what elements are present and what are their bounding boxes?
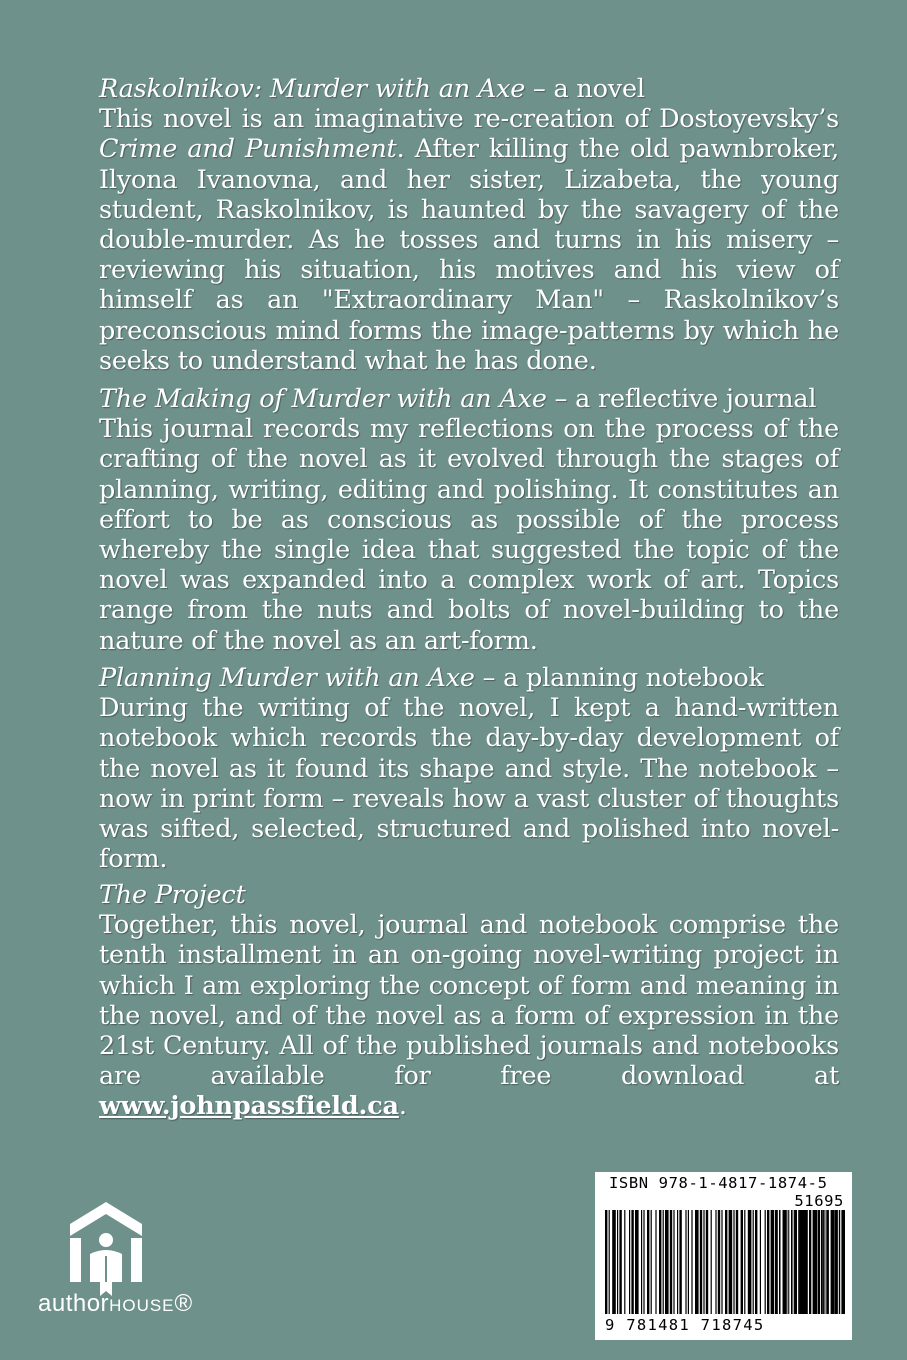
section-heading (99, 663, 839, 693)
barcode-bar (643, 1210, 644, 1314)
barcode-bar (629, 1210, 630, 1314)
section-subtitle: – a reflective journal (546, 384, 817, 414)
barcode-bar (792, 1210, 793, 1314)
barcode-bar (673, 1210, 674, 1314)
barcode-bar (785, 1210, 786, 1314)
barcode-bar (831, 1210, 832, 1314)
publisher-name-suffix: HOUSE (109, 1296, 175, 1315)
section-body (99, 910, 839, 1121)
section-subtitle: – a novel (525, 74, 645, 104)
barcode-bar (822, 1210, 823, 1314)
barcode-bar (663, 1210, 664, 1314)
isbn-text: ISBN 978-1-4817-1874-5 (609, 1174, 828, 1192)
barcode-bar (783, 1210, 784, 1314)
barcode-bar (651, 1210, 652, 1314)
section-journal (99, 384, 839, 656)
barcode-bar (605, 1210, 607, 1314)
body-text-part: This novel is an imaginative re-creation of Dostoyevsky’s (99, 104, 839, 135)
barcode-bar (631, 1210, 633, 1314)
barcode-bar (799, 1210, 802, 1314)
section-body: This journal records my reflections on the process of the crafting of the novel as it evolved through the stages of planning, writing, editing and polishing. It constitutes an effort to be as conscious as possible of the process whereby the single idea that suggested the topic of the novel was expanded into a complex work of art. Topics range from the nuts and bolts of novel-building to the nature of the novel as an art-form. (99, 414, 839, 656)
barcode-bar (700, 1210, 702, 1314)
section-heading (99, 880, 839, 910)
barcode-bar (786, 1210, 787, 1314)
barcode-bar (725, 1210, 727, 1314)
barcode-bar (695, 1210, 699, 1314)
barcode-bar (711, 1210, 712, 1314)
barcode-bar (741, 1210, 743, 1314)
barcode-bar (641, 1210, 642, 1314)
section-body (99, 104, 839, 376)
barcode-bar (755, 1210, 757, 1314)
publisher-name-prefix: author (38, 1290, 110, 1317)
barcode-bar (767, 1210, 769, 1314)
barcode-bar (624, 1210, 625, 1314)
barcode-bar (765, 1210, 766, 1314)
barcode-bar (677, 1210, 678, 1314)
barcode-bar (837, 1210, 838, 1314)
barcode-bar (828, 1210, 829, 1314)
body-text-part: . (398, 1091, 407, 1122)
barcode-bar (670, 1210, 672, 1314)
publisher-name (38, 1290, 193, 1318)
barcode-bar (721, 1210, 722, 1314)
barcode-bar (617, 1210, 618, 1314)
barcode-bar (729, 1210, 733, 1314)
barcode-bar (821, 1210, 822, 1314)
barcode-bar (609, 1210, 610, 1314)
barcode-bar (612, 1210, 616, 1314)
barcode-box (595, 1172, 852, 1340)
price-code: 51695 (794, 1192, 844, 1210)
section-project (99, 880, 839, 1122)
barcode-bar (771, 1210, 775, 1314)
barcode-bar (839, 1210, 840, 1314)
barcode-bar (655, 1210, 656, 1314)
barcode-bar (753, 1210, 754, 1314)
section-title: The Project (99, 880, 246, 910)
barcode-bar (809, 1210, 811, 1314)
barcode-bar (736, 1210, 738, 1314)
barcode-bar (703, 1210, 704, 1314)
section-body: During the writing of the novel, I kept a hand-written notebook which records the day-by-day development of the novel as it found its shape and style. The notebook – now in print form – reveals how a vast cluster of thoughts was sifted, selected, structured and polished into novel-form. (99, 693, 839, 875)
barcode-bars (603, 1210, 845, 1320)
website-link[interactable]: www.johnpassfield.ca (99, 1091, 399, 1122)
barcode-bar (814, 1210, 817, 1314)
section-title: The Making of Murder with an Axe (99, 384, 547, 414)
section-notebook (99, 663, 839, 874)
barcode-bar (744, 1210, 745, 1314)
barcode-bar (659, 1210, 661, 1314)
section-subtitle: – a planning notebook (474, 663, 764, 693)
registered-mark: ® (174, 1290, 193, 1317)
book-title-italic: Crime and Punishment (99, 134, 397, 165)
barcode-bar (691, 1210, 692, 1314)
barcode-bar (665, 1210, 669, 1314)
barcode-bar (619, 1210, 621, 1314)
barcode-bar (635, 1210, 639, 1314)
barcode-bar (842, 1210, 845, 1314)
section-heading (99, 384, 839, 414)
section-heading (99, 74, 839, 104)
barcode-bar (679, 1210, 681, 1314)
barcode-bar (804, 1210, 806, 1314)
barcode-bar (775, 1210, 777, 1314)
barcode-bar (685, 1210, 686, 1314)
body-text-part: Together, this novel, journal and notebook comprise the tenth installment in an on-going novel-writing project in which I am exploring the concept of form and meaning in the novel, and of the novel as a form of expression in the 21st Century. All of the published journals and notebooks are available for free download at (99, 910, 839, 1092)
barcode-bar (818, 1210, 820, 1314)
barcode-bar (647, 1210, 649, 1314)
barcode-digits: 9 781481 718745 (605, 1316, 765, 1334)
barcode-bar (834, 1210, 835, 1314)
barcode-bar (779, 1210, 780, 1314)
barcode-bar (688, 1210, 689, 1314)
barcode-bar (823, 1210, 824, 1314)
barcode-bar (733, 1210, 734, 1314)
barcode-bar (760, 1210, 761, 1314)
barcode-bar (796, 1210, 797, 1314)
barcode-bar (788, 1210, 789, 1314)
section-title: Planning Murder with an Axe (99, 663, 475, 693)
body-text-part: . After killing the old pawnbroker, Ilyona Ivanovna, and her sister, Lizabeta, the young student, Raskolnikov, is haunted by the savagery of the double-murder. As he tosses and turns in his misery – reviewing his situation, his motives and his view of himself as an "Extraordinary Man" – Raskolnikov’s preconscious mind forms the image-patterns by which he seeks to understand what he has done. (99, 134, 839, 376)
barcode-bar (826, 1210, 827, 1314)
section-novel (99, 74, 839, 376)
section-title: Raskolnikov: Murder with an Axe (99, 74, 526, 104)
barcode-bar (794, 1210, 795, 1314)
barcode-bar (718, 1210, 720, 1314)
barcode-bar (715, 1210, 716, 1314)
barcode-bar (748, 1210, 752, 1314)
barcode-bar (706, 1210, 708, 1314)
